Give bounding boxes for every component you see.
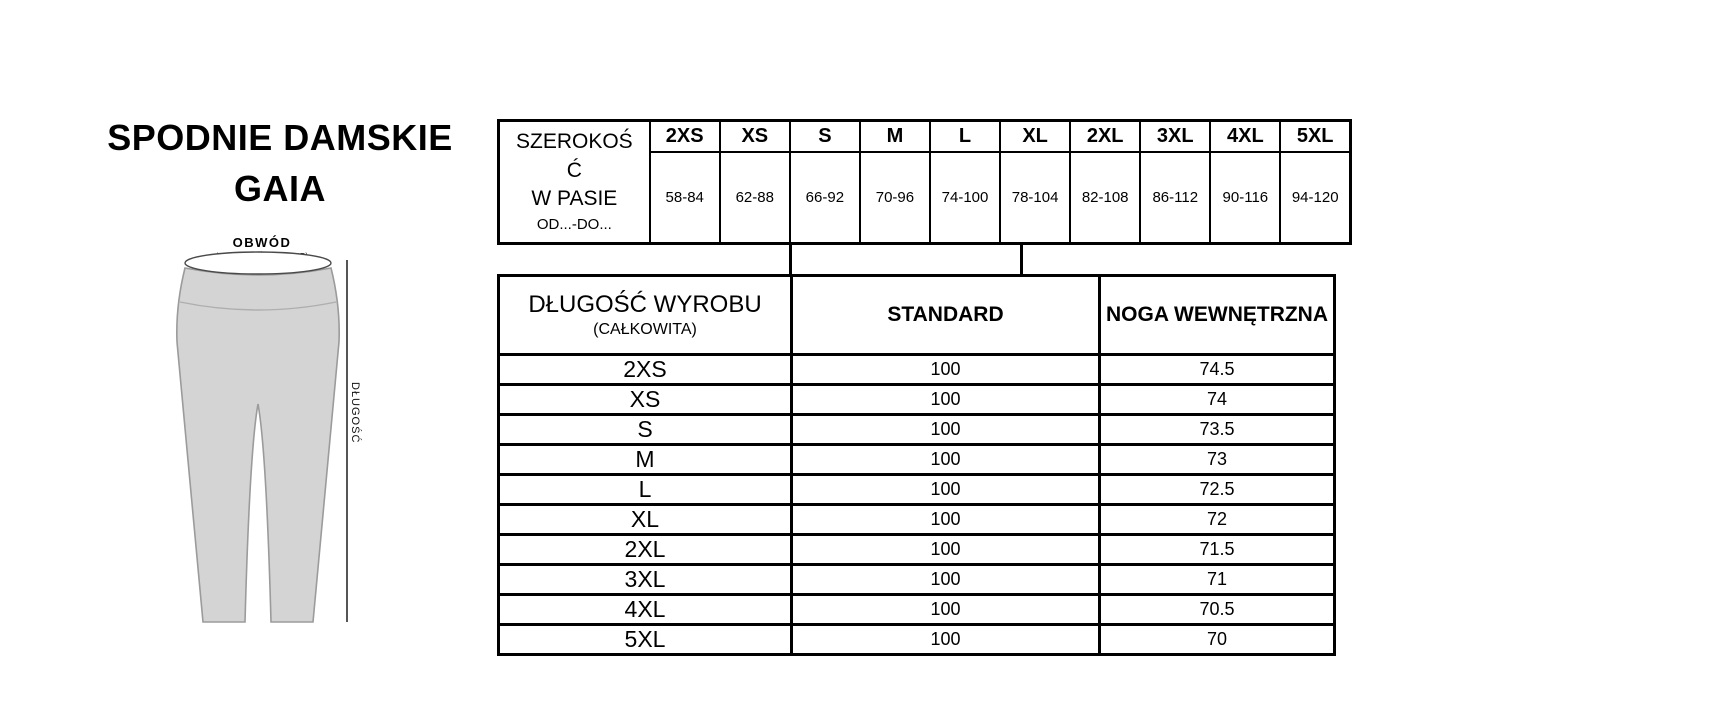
table-row: [499, 565, 1335, 595]
waist-range: 90-116: [1210, 152, 1280, 244]
product-name: SPODNIE DAMSKIE: [107, 117, 453, 158]
waist-range-hint: OD...-DO...: [536, 216, 612, 234]
size-header: 2XL: [1070, 121, 1140, 153]
row-size: 5XL: [499, 625, 792, 655]
row-inner-leg: 70.5: [1100, 595, 1335, 625]
table-row: [499, 385, 1335, 415]
pants-outline: [177, 268, 339, 622]
row-size: 4XL: [499, 595, 792, 625]
size-header: S: [790, 121, 860, 153]
row-inner-leg: 71: [1100, 565, 1335, 595]
waist-range: 66-92: [790, 152, 860, 244]
size-header: 2XS: [650, 121, 720, 153]
waist-range: 70-96: [860, 152, 930, 244]
row-standard: 100: [792, 595, 1100, 625]
row-inner-leg: 70: [1100, 625, 1335, 655]
waist-label-line3: W PASIE: [531, 187, 618, 211]
size-header: 5XL: [1280, 121, 1350, 153]
row-standard: 100: [792, 475, 1100, 505]
waist-ellipse: [185, 252, 331, 274]
table-row: [499, 355, 1335, 385]
waist-table-label-cell: [499, 121, 650, 244]
row-size: S: [499, 415, 792, 445]
length-table: [497, 274, 1336, 656]
page-title: [55, 112, 505, 214]
table-row: [499, 535, 1335, 565]
waist-size-table: [497, 119, 1352, 245]
length-table-label-cell: [499, 276, 792, 355]
size-header: XL: [1000, 121, 1070, 153]
row-inner-leg: 72: [1100, 505, 1335, 535]
waist-range: 78-104: [1000, 152, 1070, 244]
table-row: [499, 445, 1335, 475]
row-inner-leg: 73: [1100, 445, 1335, 475]
table-row: [499, 595, 1335, 625]
size-header: L: [930, 121, 1000, 153]
product-model: GAIA: [234, 168, 326, 210]
row-inner-leg: 73.5: [1100, 415, 1335, 445]
row-size: M: [499, 445, 792, 475]
waist-range: 86-112: [1140, 152, 1210, 244]
row-standard: 100: [792, 505, 1100, 535]
waist-range: 94-120: [1280, 152, 1350, 244]
row-size: 2XS: [499, 355, 792, 385]
row-standard: 100: [792, 625, 1100, 655]
row-size: 2XL: [499, 535, 792, 565]
standard-col-header: STANDARD: [792, 276, 1100, 355]
size-header: M: [860, 121, 930, 153]
row-standard: 100: [792, 415, 1100, 445]
table-connector-left: [789, 243, 792, 275]
table-connector-right: [1020, 243, 1023, 275]
row-inner-leg: 74: [1100, 385, 1335, 415]
table-row: [499, 415, 1335, 445]
inner-leg-col-header: NOGA WEWNĘTRZNA: [1100, 276, 1335, 355]
pants-diagram: [165, 232, 365, 632]
waist-range: 74-100: [930, 152, 1000, 244]
size-header: 4XL: [1210, 121, 1280, 153]
row-inner-leg: 71.5: [1100, 535, 1335, 565]
table-row: [499, 505, 1335, 535]
row-size: 3XL: [499, 565, 792, 595]
row-inner-leg: 74.5: [1100, 355, 1335, 385]
row-standard: 100: [792, 445, 1100, 475]
length-col-title: DŁUGOŚĆ WYROBU: [528, 291, 762, 318]
length-col-subtitle: (CAŁKOWITA): [593, 321, 697, 338]
row-standard: 100: [792, 355, 1100, 385]
row-inner-leg: 72.5: [1100, 475, 1335, 505]
waist-label-line1: SZEROKOŚ: [515, 130, 633, 154]
waist-range: 58-84: [650, 152, 720, 244]
waist-label-line2: Ć: [566, 158, 582, 182]
row-standard: 100: [792, 535, 1100, 565]
waist-range: 62-88: [720, 152, 790, 244]
row-size: XL: [499, 505, 792, 535]
row-size: XS: [499, 385, 792, 415]
row-standard: 100: [792, 565, 1100, 595]
waist-measure-title: OBWÓD: [232, 235, 292, 250]
table-row: [499, 625, 1335, 655]
waist-range: 82-108: [1070, 152, 1140, 244]
row-size: L: [499, 475, 792, 505]
size-header: XS: [720, 121, 790, 153]
length-measure-label: DŁUGOŚĆ: [349, 382, 361, 444]
row-standard: 100: [792, 385, 1100, 415]
size-header: 3XL: [1140, 121, 1210, 153]
table-row: [499, 475, 1335, 505]
